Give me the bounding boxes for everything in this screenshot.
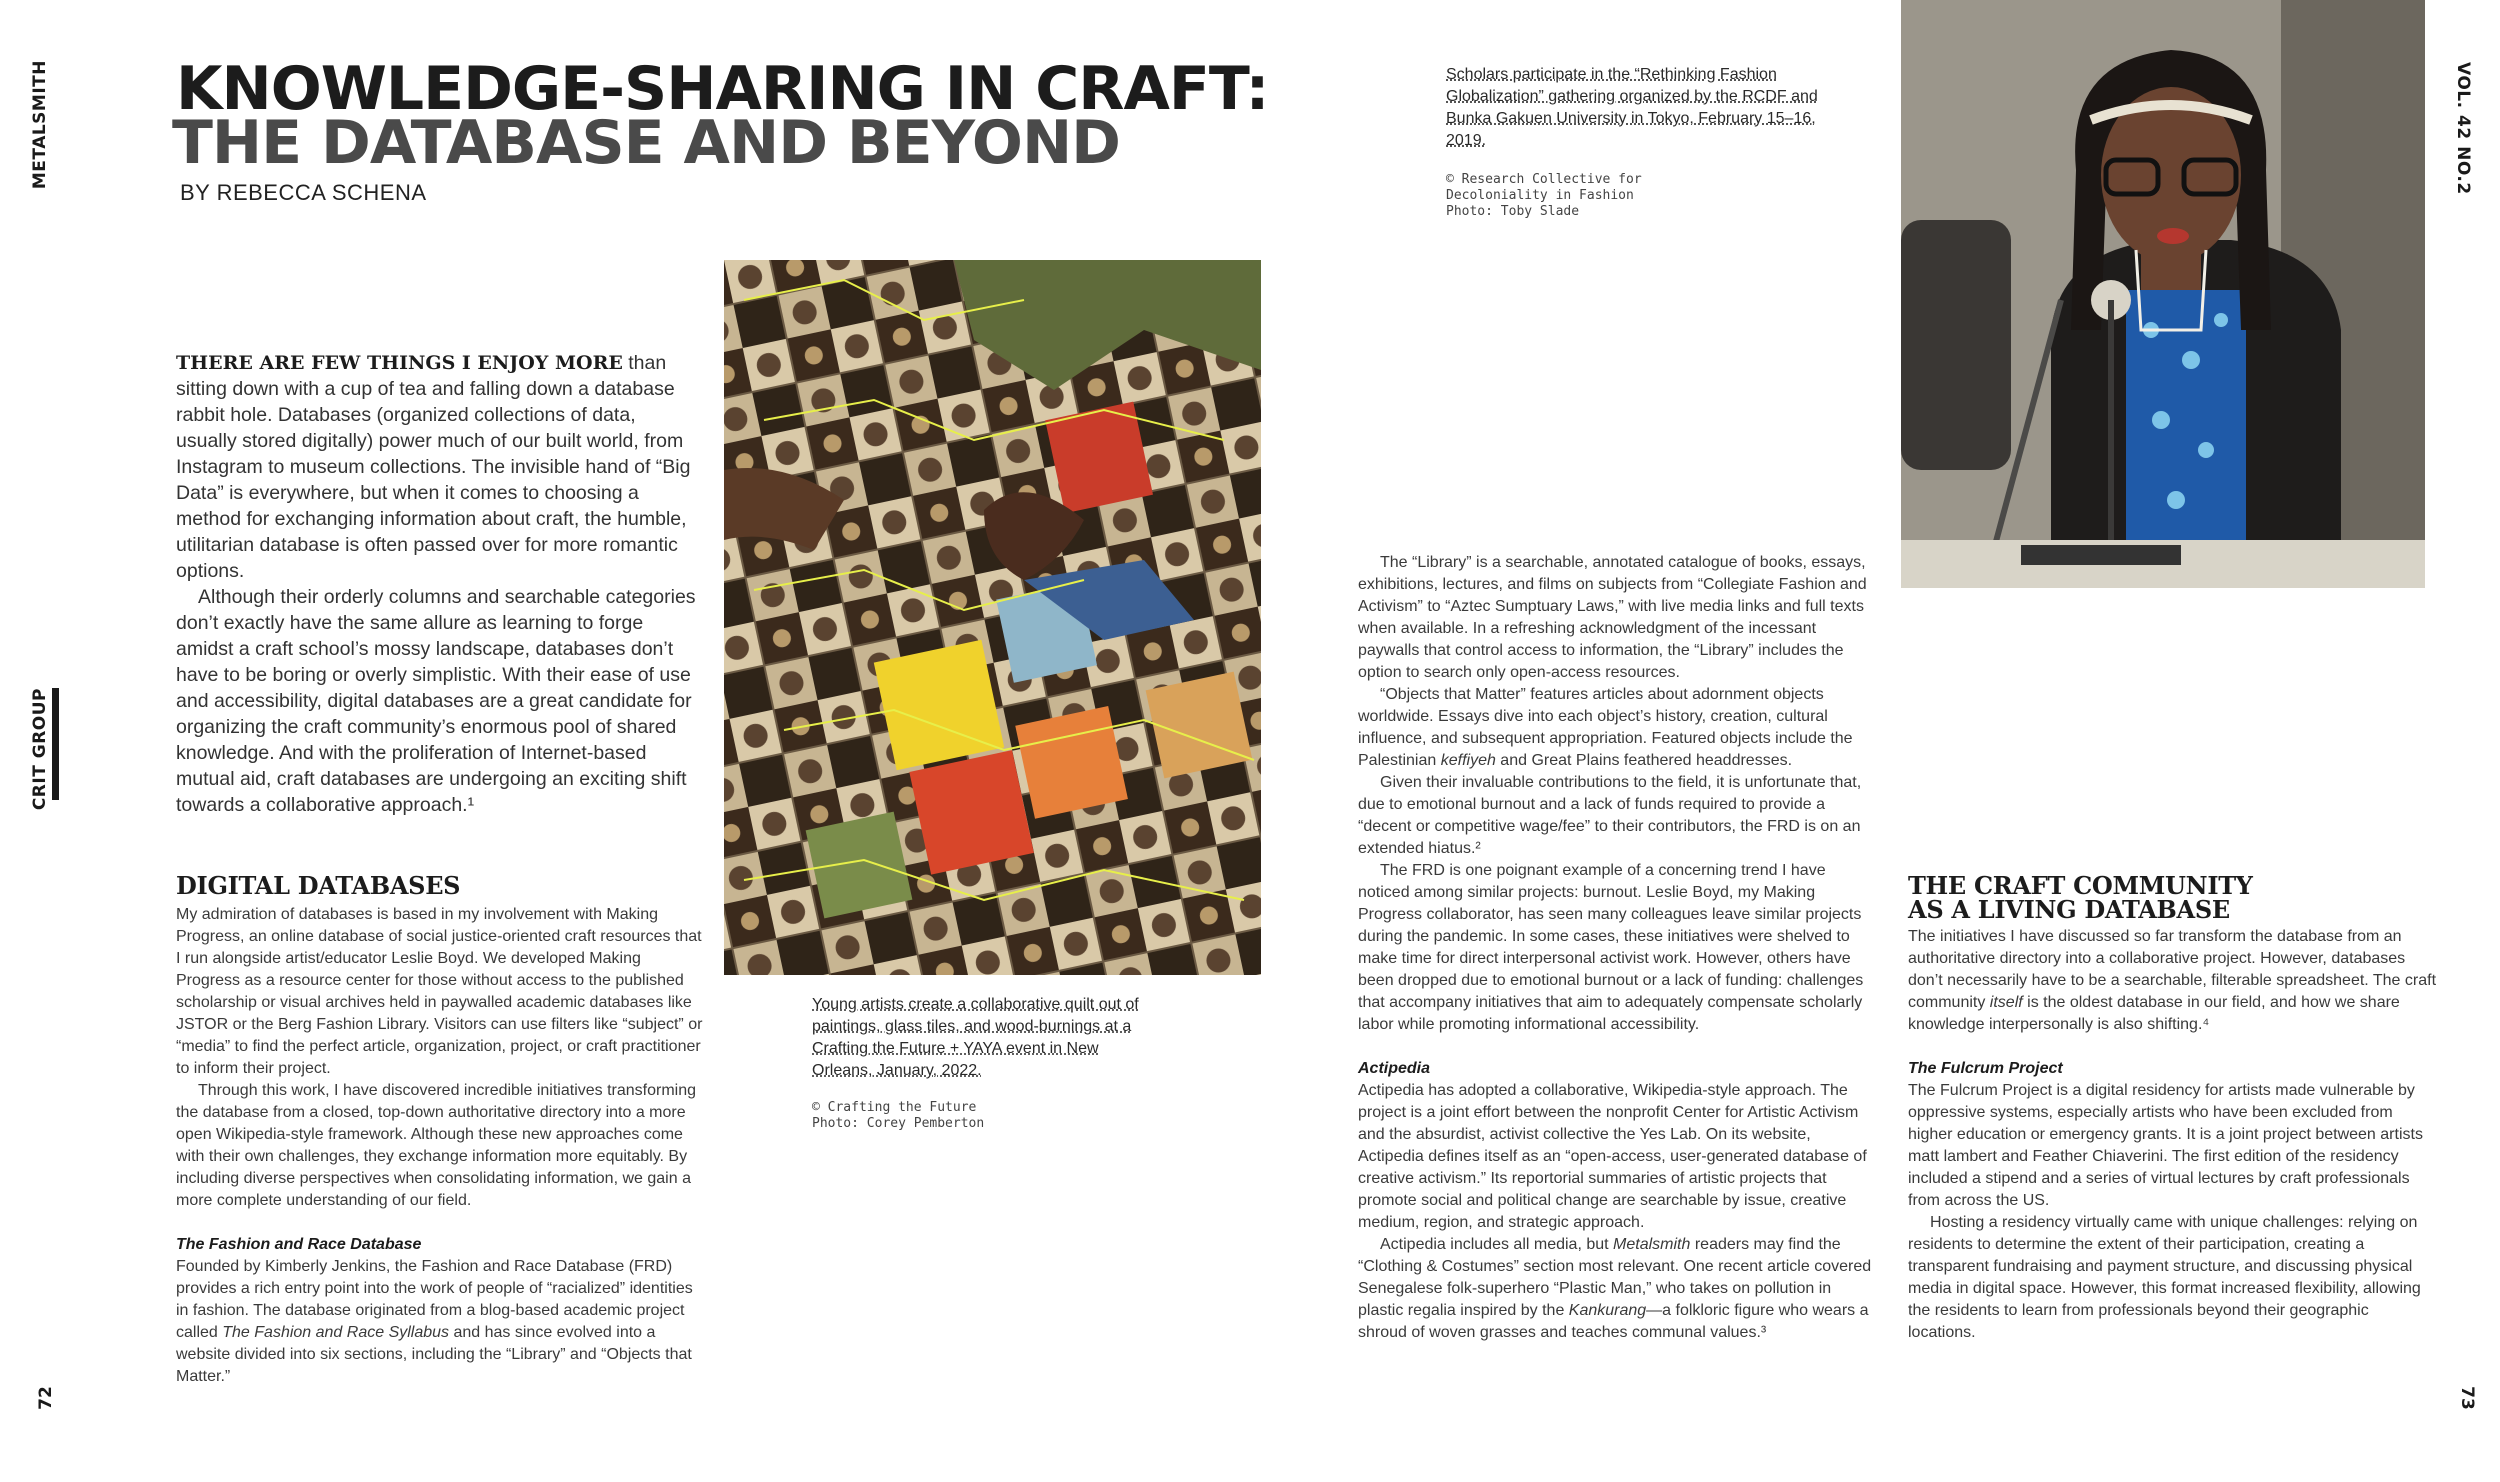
fulcrum-paragraph-1: The Fulcrum Project is a digital residency for artists made vulnerable by oppressive systems, especially artists who have been excluded from higher education or emergency grants. It is a joint project between artists matt lambert and Feather Chiaverini. The first edition of the residency included a stipend and a series of virtual lectures by craft professionals from across the US. (1908, 1082, 2423, 1209)
intro-text (176, 350, 700, 818)
hiatus-paragraph: Given their invaluable contributions to the field, it is unfortunate that, due to emotional burnout and a lack of funds required to provide a “decent or competitive wage/fee” to their contributors, the FRD is on an extended hiatus.² (1358, 774, 1862, 857)
actipedia-paragraph-2: Actipedia includes all media, but Metalsmith readers may find the “Clothing & Costumes” section most relevant. One recent article covered Senegalese folk-superhero “Plastic Man,” who takes on pollution in plastic regalia inspired by the Kankurang—a folkloric figure who wears a shroud of woven grasses and teaches communal values.³ (1358, 1236, 1872, 1341)
library-paragraph: The “Library” is a searchable, annotated catalogue of books, essays, exhibitions, lectures, and films on subjects from “Collegiate Fashion and Activism” to “Aztec Sumptuary Laws,” with live media links and full texts when available. In a refreshing acknowledgment of the incessant paywalls that control access to information, the “Library” includes the option to search only open-access resources. (1358, 554, 1867, 681)
quilt-photo (724, 260, 1261, 975)
section-marker-bar (52, 688, 59, 800)
subheading-fashion-race-database: The Fashion and Race Database (176, 1236, 422, 1253)
panel-photo (1901, 0, 2425, 588)
heading-digital-databases: DIGITAL DATABASES (176, 871, 461, 900)
page-number-right: 73 (2456, 1386, 2477, 1410)
panel-photo-caption: Scholars participate in the “Rethinking Fashion Globalization” gathering organized by the RCDF and Bunka Gakuen University in Tokyo, February 15–16, 2019. (1446, 66, 1818, 149)
byline: BY REBECCA SCHENA (180, 180, 427, 205)
heading-craft-community: THE CRAFT COMMUNITY AS A LIVING DATABASE (1908, 871, 2253, 924)
page-number-left: 72 (35, 1386, 56, 1410)
quilt-photo-caption: Young artists create a collaborative quilt out of paintings, glass tiles, and wood-burnings at a Crafting the Future + YAYA event in New Orleans, January, 2022. (812, 996, 1139, 1079)
panel-photo-credit: © Research Collective for Decoloniality in Fashion Photo: Toby Slade (1446, 172, 1642, 219)
digital-paragraph-3: Founded by Kimberly Jenkins, the Fashion and Race Database (FRD) provides a rich entry point into the work of people of “racialized” identities in fashion. The database originated from a blog-based academic project called The Fashion and Race Syllabus and has since evolved into a website divided into six sections, including the “Library” and “Objects that Matter.” (176, 1258, 693, 1385)
speaker-illustration (1901, 0, 2425, 588)
column-4-text (1908, 926, 2438, 1344)
digital-paragraph-1: My admiration of databases is based in my involvement with Making Progress, an online database of social justice-oriented craft resources that I run alongside artist/educator Leslie Boyd. We developed Making Progress as a resource center for those without access to the published scholarship or visual archives held in paywalled academic databases like JSTOR or the Berg Fashion Library. Visitors can use filters like “subject” or “media” to find the perfect article, organization, project, or craft practitioner to inform their project. (176, 906, 703, 1077)
intro-paragraph-2: Although their orderly columns and searchable categories don’t exactly have the same allure as learning to forge amidst a craft school’s mossy landscape, databases don’t have to be boring or overly simplistic. With their ease of use and accessibility, digital databases are a great candidate for organizing the craft community’s enormous pool of shared knowledge. And with the proliferation of Internet-based mutual aid, craft databases are undergoing an exciting shift towards a collaborative approach.¹ (176, 586, 696, 816)
burnout-paragraph: The FRD is one poignant example of a concerning trend I have noticed among similar projects: burnout. Leslie Boyd, my Making Progress collaborator, has seen many colleagues leave similar projects during the pandemic. In some cases, these initiatives were shelved to make time for direct interpersonal activist work. However, others have been dropped due to emotional burnout or a lack of funding: challenges that accompany initiatives that aim to adequately compensate scholarly labor while promoting informational accessibility. (1358, 862, 1864, 1033)
craft-community-paragraph: The initiatives I have discussed so far transform the database from an authoritative directory into a collaborative project. However, databases don’t necessarily have to be a searchable, filterable spreadsheet. The craft community itself is the oldest database in our field, and how we share knowledge interpersonally is also shifting.⁴ (1908, 928, 2437, 1033)
magazine-name: METALSMITH (30, 60, 50, 190)
lead-in: THERE ARE FEW THINGS I ENJOY MORE (176, 352, 623, 374)
digital-paragraph-2: Through this work, I have discovered incredible initiatives transforming the database from a closed, top-down authoritative directory into a more open Wikipedia-style framework. Although these new approaches come with their own challenges, they exchange information more equitably. By including diverse perspectives when consolidating information, we gain a more complete understanding of our field. (176, 1082, 697, 1209)
digital-databases-text (176, 904, 706, 1388)
objects-paragraph: “Objects that Matter” features articles about adornment objects worldwide. Essays dive into each object’s history, creation, cultural influence, and subsequent appropriation. Featured objects include the Palestinian keffiyeh and Great Plains feathered headdresses. (1358, 686, 1853, 769)
volume-label: VOL. 42 NO.2 (2453, 62, 2473, 195)
subheading-fulcrum-project: The Fulcrum Project (1908, 1060, 2063, 1077)
intro-paragraph-1: than sitting down with a cup of tea and falling down a database rabbit hole. Databases (organized collections of data, usually stored digitally) power much of our built world, from Instagram to museum collections. The invisible hand of “Big Data” is everywhere, but when it comes to choosing a method for exchanging information about craft, the humble, utilitarian database is often passed over for more romantic options. (176, 352, 691, 582)
actipedia-paragraph-1: Actipedia has adopted a collaborative, Wikipedia-style approach. The project is a joint effort between the nonprofit Center for Artistic Activism and the absurdist, activist collective the Yes Lab. On its website, Actipedia defines itself as an “open-access, user-generated database of creative activism.” Its reportorial summaries of artistic projects that promote social and political change are searchable by issue, creative medium, region, and strategic approach. (1358, 1082, 1867, 1231)
column-3-text (1358, 552, 1878, 1344)
subheading-actipedia: Actipedia (1358, 1060, 1431, 1077)
article-title-line1: KNOWLEDGE-SHARING IN CRAFT: (176, 54, 1269, 124)
article-title-line2: THE DATABASE AND BEYOND (172, 108, 1120, 178)
fulcrum-paragraph-2: Hosting a residency virtually came with unique challenges: relying on residents to determine the extent of their participation, creating a transparent fundraising and payment structure, and discussing physical media in digital space. However, this format increased flexibility, allowing the residents to learn from professionals beyond their geographic locations. (1908, 1214, 2421, 1341)
quilt-photo-credit: © Crafting the Future Photo: Corey Pemberton (812, 1100, 985, 1131)
quilt-illustration (724, 260, 1261, 975)
section-name: CRIT GROUP (30, 688, 50, 811)
